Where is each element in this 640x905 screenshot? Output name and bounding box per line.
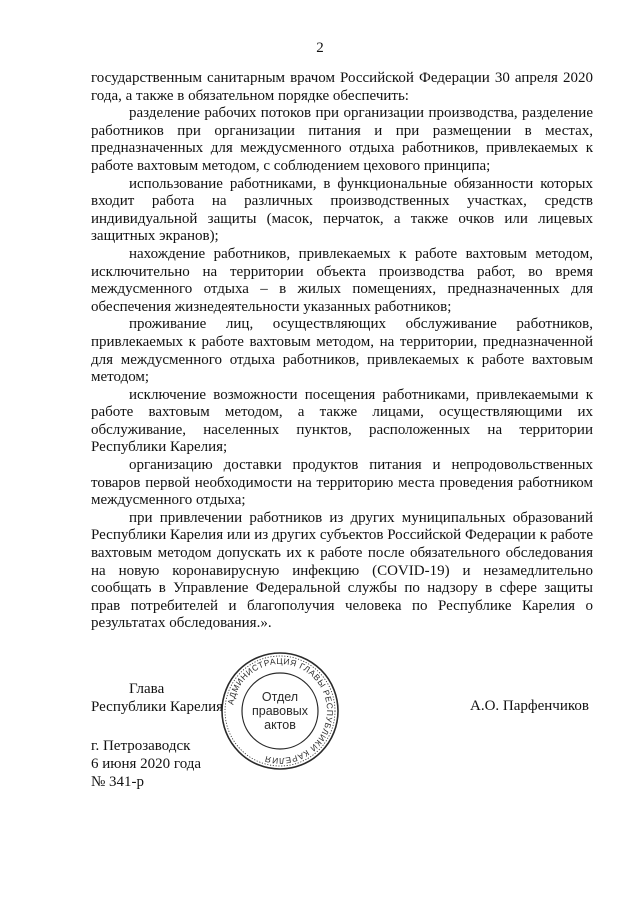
signatory-position: Глава (129, 681, 165, 697)
document-body (91, 70, 593, 633)
paragraph: исключение возможности посещения работниками, привлекаемыми к работе вахтовым методом, а также лицами, осуществляющими их обслуживание, населенных пунктов, расположенных на территории Республики Карелия; (91, 386, 593, 456)
paragraph: при привлечении работников из других муниципальных образований Республики Карелия или из других субъектов Российской Федерации к работе вахтовым методом допускать их к работе после обязательного обследования на новую коронавирусную инфекцию (COVID-19) и незамедлительно сообщать в Управление Федеральной службы по надзору в сфере защиты прав потребителей и благополучия человека по Республике Карелия о результатах обследования.». (91, 509, 593, 632)
paragraph: проживание лиц, осуществляющих обслуживание работников, привлекаемых к работе вахтовым методом, на территории, предназначенной для междусменного отдыха работников, привлекаемых к работе вахтовым методом; (91, 316, 593, 386)
official-stamp (218, 649, 342, 773)
issue-city: г. Петрозаводск (91, 738, 191, 754)
paragraph: организацию доставки продуктов питания и непродовольственных товаров первой необходимости на территорию места проведения работником междусменного отдыха; (91, 457, 593, 509)
stamp-center-line-1: Отдел (261, 690, 299, 704)
signatory-name: А.О. Парфенчиков (470, 698, 589, 714)
paragraph: нахождение работников, привлекаемых к работе вахтовым методом, исключительно на территории объекта производства работ, во время междусменного отдыха – в жилых помещениях, предназначенных для обеспечения жизнедеятельности указанных работников; (91, 245, 593, 315)
document-number: № 341-р (91, 774, 145, 790)
signatory-title (91, 680, 223, 716)
paragraph: разделение рабочих потоков при организации производства, разделение работников при организации питания и при размещении в местах, предназначенных для междусменного отдыха работников, привлекаемых к работе вахтовым методом, с соблюдением цехового принципа; (91, 105, 593, 174)
stamp-center-line-2: правовых (252, 704, 308, 718)
stamp-center-line-3: актов (264, 718, 296, 732)
issue-date: 6 июня 2020 года (91, 756, 202, 772)
paragraph: государственным санитарным врачом Российской Федерации 30 апреля 2020 года, а также в обязательном порядке обеспечить: (91, 70, 593, 104)
signatory-region: Республики Карелия (91, 699, 224, 715)
paragraph: использование работниками, в функциональные обязанности которых входит работа на различных производственных участках, средств индивидуальной защиты (масок, перчаток, а также очков или лицевых защитных экранов); (91, 175, 593, 245)
page-number: 2 (316, 40, 324, 56)
stamp-ring-text: АДМИНИСТРАЦИЯ ГЛАВЫ РЕСПУБЛИКИ КАРЕЛИЯ (225, 655, 336, 767)
issue-details (91, 737, 201, 791)
